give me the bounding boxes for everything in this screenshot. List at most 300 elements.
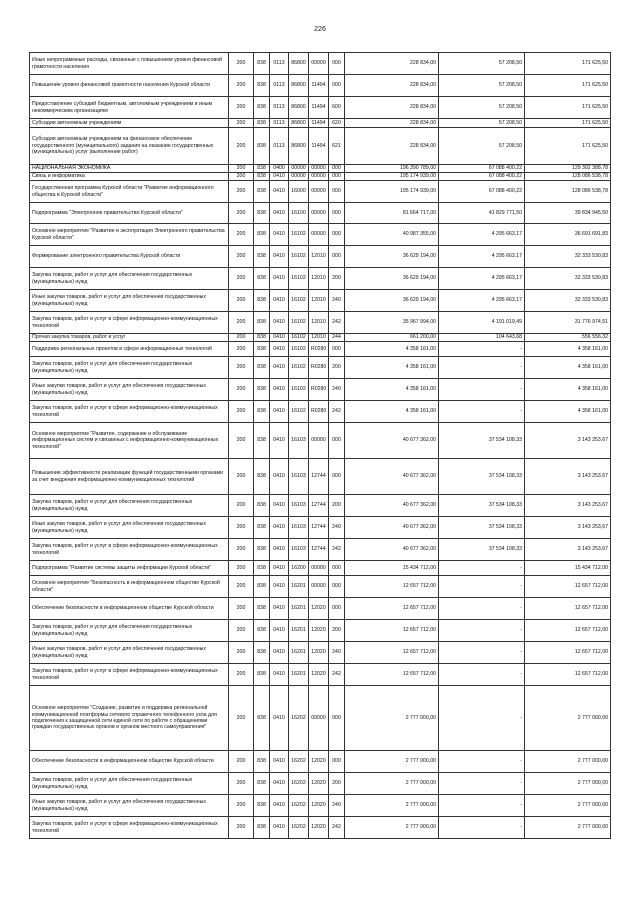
row-name: Субсидии автономным учреждениям xyxy=(30,119,229,128)
row-code-3: 0410 xyxy=(270,290,289,312)
row-name: Закупка товаров, работ и услуг в сфере информационно-коммуникационных технологий xyxy=(30,539,229,561)
row-code-4: 16000 xyxy=(289,181,309,203)
row-amount-remaining: 39 834 945,50 xyxy=(525,203,611,224)
row-amount-plan: 81 664 717,00 xyxy=(345,203,439,224)
row-code-6: 242 xyxy=(329,539,345,561)
row-code-5: R0280 xyxy=(309,357,329,379)
table-row xyxy=(30,773,611,795)
row-amount-executed: - xyxy=(439,342,525,357)
row-code-1: 200 xyxy=(229,539,254,561)
row-name: Закупка товаров, работ и услуг в сфере информационно-коммуникационных технологий xyxy=(30,664,229,686)
row-amount-plan: 12 657 712,00 xyxy=(345,664,439,686)
row-amount-plan: 4 358 161,00 xyxy=(345,379,439,401)
row-amount-plan: 228 834,00 xyxy=(345,53,439,75)
row-amount-plan: 195 174 939,00 xyxy=(345,173,439,181)
row-amount-plan: 661 200,00 xyxy=(345,334,439,342)
table-row xyxy=(30,379,611,401)
row-amount-plan: 12 657 712,00 xyxy=(345,598,439,620)
row-code-5: 12020 xyxy=(309,773,329,795)
row-code-5: 00000 xyxy=(309,165,329,173)
table-row xyxy=(30,173,611,181)
row-code-2: 838 xyxy=(254,75,270,97)
row-code-1: 200 xyxy=(229,379,254,401)
row-code-4: 16201 xyxy=(289,598,309,620)
row-name: Повышение эффективности реализации функций государственными органами за счет внедрения информационно-коммуникационных технологий xyxy=(30,459,229,495)
row-code-3: 0410 xyxy=(270,357,289,379)
row-code-6: 000 xyxy=(329,751,345,773)
row-code-1: 200 xyxy=(229,773,254,795)
row-code-1: 200 xyxy=(229,642,254,664)
row-name: Иные закупки товаров, работ и услуг для обеспечения государственных (муниципальных) нужд xyxy=(30,290,229,312)
row-code-2: 838 xyxy=(254,459,270,495)
row-code-5: 11494 xyxy=(309,75,329,97)
row-amount-plan: 228 834,00 xyxy=(345,97,439,119)
row-amount-remaining: 12 657 712,00 xyxy=(525,576,611,598)
row-amount-remaining: 3 143 253,67 xyxy=(525,459,611,495)
row-amount-remaining: 32 333 530,83 xyxy=(525,290,611,312)
row-amount-executed: - xyxy=(439,795,525,817)
row-name: Закупка товаров, работ и услуг для обеспечения государственных (муниципальных) нужд xyxy=(30,773,229,795)
row-code-6: 600 xyxy=(329,97,345,119)
row-code-6: 000 xyxy=(329,459,345,495)
row-code-4: 16201 xyxy=(289,576,309,598)
row-code-2: 838 xyxy=(254,342,270,357)
row-code-1: 200 xyxy=(229,495,254,517)
row-code-5: 12020 xyxy=(309,620,329,642)
row-amount-remaining: 3 143 253,67 xyxy=(525,517,611,539)
row-amount-executed: - xyxy=(439,401,525,423)
row-amount-remaining: 171 625,50 xyxy=(525,128,611,165)
table-row xyxy=(30,165,611,173)
row-code-2: 838 xyxy=(254,686,270,751)
table-row xyxy=(30,312,611,334)
row-code-5: 00000 xyxy=(309,561,329,576)
row-code-2: 838 xyxy=(254,203,270,224)
row-amount-plan: 4 358 161,00 xyxy=(345,357,439,379)
row-code-3: 0400 xyxy=(270,165,289,173)
row-code-3: 0410 xyxy=(270,795,289,817)
table-row xyxy=(30,576,611,598)
row-code-6: 000 xyxy=(329,53,345,75)
row-name: Закупка товаров, работ и услуг для обеспечения государственных (муниципальных) нужд xyxy=(30,620,229,642)
row-code-1: 200 xyxy=(229,401,254,423)
row-code-5: R0280 xyxy=(309,342,329,357)
row-amount-plan: 4 358 161,00 xyxy=(345,401,439,423)
row-code-6: 000 xyxy=(329,561,345,576)
table-row xyxy=(30,598,611,620)
row-code-3: 0113 xyxy=(270,128,289,165)
row-code-6: 000 xyxy=(329,598,345,620)
row-amount-executed: 37 534 108,33 xyxy=(439,459,525,495)
row-code-5: 00000 xyxy=(309,173,329,181)
row-code-1: 200 xyxy=(229,423,254,459)
row-code-4: 00000 xyxy=(289,165,309,173)
row-code-1: 200 xyxy=(229,357,254,379)
row-code-6: 242 xyxy=(329,312,345,334)
row-code-2: 838 xyxy=(254,128,270,165)
row-code-2: 838 xyxy=(254,53,270,75)
row-name: Закупка товаров, работ и услуг в сфере информационно-коммуникационных технологий xyxy=(30,401,229,423)
row-code-3: 0410 xyxy=(270,664,289,686)
row-amount-remaining: 4 358 161,00 xyxy=(525,379,611,401)
page-number: 226 xyxy=(314,26,326,33)
row-code-6: 200 xyxy=(329,620,345,642)
row-amount-executed: 37 534 108,33 xyxy=(439,495,525,517)
row-amount-executed: 104 643,68 xyxy=(439,334,525,342)
table-row xyxy=(30,817,611,839)
row-code-3: 0410 xyxy=(270,517,289,539)
row-code-2: 838 xyxy=(254,423,270,459)
row-code-4: 16100 xyxy=(289,203,309,224)
row-amount-remaining: 2 777 000,00 xyxy=(525,773,611,795)
row-code-6: 000 xyxy=(329,165,345,173)
row-code-2: 838 xyxy=(254,119,270,128)
row-code-4: 16103 xyxy=(289,539,309,561)
row-amount-executed: 41 829 771,50 xyxy=(439,203,525,224)
row-code-4: 16102 xyxy=(289,342,309,357)
row-code-6: 000 xyxy=(329,423,345,459)
row-code-1: 200 xyxy=(229,686,254,751)
row-amount-plan: 2 777 000,00 xyxy=(345,795,439,817)
row-amount-remaining: 12 657 712,00 xyxy=(525,664,611,686)
row-code-1: 200 xyxy=(229,576,254,598)
table-row xyxy=(30,290,611,312)
row-amount-remaining: 171 625,50 xyxy=(525,53,611,75)
row-code-3: 0410 xyxy=(270,268,289,290)
table-row xyxy=(30,751,611,773)
table-row xyxy=(30,334,611,342)
row-code-2: 838 xyxy=(254,773,270,795)
row-code-1: 200 xyxy=(229,246,254,268)
row-amount-executed: 37 534 108,33 xyxy=(439,423,525,459)
row-amount-plan: 40 677 362,00 xyxy=(345,423,439,459)
row-code-1: 200 xyxy=(229,561,254,576)
row-code-3: 0410 xyxy=(270,620,289,642)
row-code-2: 838 xyxy=(254,165,270,173)
row-code-1: 200 xyxy=(229,173,254,181)
row-code-2: 838 xyxy=(254,334,270,342)
row-code-5: 12010 xyxy=(309,246,329,268)
table-row xyxy=(30,342,611,357)
row-amount-executed: 4 295 663,17 xyxy=(439,224,525,246)
row-amount-plan: 228 834,00 xyxy=(345,75,439,97)
row-code-4: 86800 xyxy=(289,119,309,128)
row-name: Подпрограмма "Развитие системы защиты информации Курской области" xyxy=(30,561,229,576)
table-row xyxy=(30,620,611,642)
row-code-6: 000 xyxy=(329,181,345,203)
row-code-2: 838 xyxy=(254,379,270,401)
row-code-6: 000 xyxy=(329,342,345,357)
row-amount-remaining: 3 143 253,67 xyxy=(525,495,611,517)
row-code-2: 838 xyxy=(254,795,270,817)
row-code-6: 240 xyxy=(329,290,345,312)
row-amount-plan: 4 358 161,00 xyxy=(345,342,439,357)
row-code-4: 16102 xyxy=(289,312,309,334)
row-code-3: 0410 xyxy=(270,246,289,268)
row-code-1: 200 xyxy=(229,459,254,495)
row-code-2: 838 xyxy=(254,751,270,773)
row-code-3: 0410 xyxy=(270,598,289,620)
row-code-2: 838 xyxy=(254,664,270,686)
row-name: Связь и информатика xyxy=(30,173,229,181)
row-amount-remaining: 31 776 974,51 xyxy=(525,312,611,334)
row-amount-executed: 4 295 663,17 xyxy=(439,246,525,268)
row-code-3: 0410 xyxy=(270,751,289,773)
row-amount-plan: 2 777 000,00 xyxy=(345,817,439,839)
row-code-1: 200 xyxy=(229,664,254,686)
row-name: Иные закупки товаров, работ и услуг для обеспечения государственных (муниципальных) нужд xyxy=(30,795,229,817)
row-amount-plan: 12 657 712,00 xyxy=(345,642,439,664)
row-amount-executed: 67 088 400,22 xyxy=(439,181,525,203)
table-row xyxy=(30,224,611,246)
row-code-2: 838 xyxy=(254,246,270,268)
row-code-2: 838 xyxy=(254,97,270,119)
row-code-5: 12020 xyxy=(309,664,329,686)
row-code-5: 11494 xyxy=(309,119,329,128)
row-amount-remaining: 3 143 253,67 xyxy=(525,423,611,459)
row-amount-remaining: 2 777 000,00 xyxy=(525,686,611,751)
row-code-2: 838 xyxy=(254,290,270,312)
row-amount-remaining: 4 358 161,00 xyxy=(525,357,611,379)
row-code-3: 0113 xyxy=(270,75,289,97)
row-code-4: 86800 xyxy=(289,97,309,119)
row-code-4: 86800 xyxy=(289,128,309,165)
row-code-5: 11494 xyxy=(309,97,329,119)
row-code-1: 200 xyxy=(229,598,254,620)
row-code-5: R0280 xyxy=(309,379,329,401)
row-name: Основное мероприятие "Развитие, содержание и обслуживание информационных систем и связанных с информационно-коммуникационных технологий" xyxy=(30,423,229,459)
row-code-5: 00000 xyxy=(309,203,329,224)
row-amount-remaining: 12 657 712,00 xyxy=(525,598,611,620)
row-code-2: 838 xyxy=(254,598,270,620)
row-code-6: 240 xyxy=(329,795,345,817)
table-row xyxy=(30,181,611,203)
row-amount-executed: - xyxy=(439,642,525,664)
row-code-5: 11494 xyxy=(309,128,329,165)
row-code-4: 16200 xyxy=(289,561,309,576)
row-amount-remaining: 12 657 712,00 xyxy=(525,642,611,664)
row-code-3: 0410 xyxy=(270,773,289,795)
row-amount-remaining: 171 625,50 xyxy=(525,97,611,119)
row-amount-remaining: 2 777 000,00 xyxy=(525,817,611,839)
row-code-3: 0113 xyxy=(270,119,289,128)
row-code-4: 16102 xyxy=(289,401,309,423)
row-amount-executed: - xyxy=(439,773,525,795)
row-code-2: 838 xyxy=(254,576,270,598)
row-name: Основное мероприятие "Развитие и эксплуатация Электронного правительства Курской области" xyxy=(30,224,229,246)
row-code-3: 0410 xyxy=(270,203,289,224)
row-code-4: 16202 xyxy=(289,686,309,751)
row-amount-executed: - xyxy=(439,561,525,576)
row-amount-plan: 40 987 355,00 xyxy=(345,224,439,246)
row-code-2: 838 xyxy=(254,620,270,642)
row-code-5: 12010 xyxy=(309,268,329,290)
row-code-6: 240 xyxy=(329,379,345,401)
row-code-3: 0410 xyxy=(270,495,289,517)
row-amount-plan: 36 629 194,00 xyxy=(345,290,439,312)
row-code-5: 12020 xyxy=(309,817,329,839)
row-name: Прочая закупка товаров, работ и услуг xyxy=(30,334,229,342)
row-code-1: 200 xyxy=(229,751,254,773)
row-amount-remaining: 171 625,50 xyxy=(525,75,611,97)
row-code-2: 838 xyxy=(254,312,270,334)
row-code-4: 16202 xyxy=(289,795,309,817)
row-amount-executed: 37 534 108,33 xyxy=(439,517,525,539)
row-code-5: 00000 xyxy=(309,576,329,598)
row-code-5: 00000 xyxy=(309,686,329,751)
row-code-1: 200 xyxy=(229,817,254,839)
row-code-2: 838 xyxy=(254,517,270,539)
table-row xyxy=(30,246,611,268)
row-amount-plan: 12 657 712,00 xyxy=(345,576,439,598)
row-code-1: 200 xyxy=(229,312,254,334)
row-code-6: 242 xyxy=(329,664,345,686)
table-row xyxy=(30,459,611,495)
table-row xyxy=(30,401,611,423)
row-code-5: 12020 xyxy=(309,642,329,664)
row-code-1: 200 xyxy=(229,203,254,224)
table-row xyxy=(30,664,611,686)
row-code-1: 200 xyxy=(229,290,254,312)
row-amount-plan: 196 390 789,00 xyxy=(345,165,439,173)
row-code-5: R0280 xyxy=(309,401,329,423)
row-amount-plan: 228 834,00 xyxy=(345,128,439,165)
row-name: Основное мероприятие "Создание, развитие и поддержка региональной коммуникационной платформы сетевого справочного телефонного узла для подключения к защищенной сети единой сети по работе с обращениями граждан государственных органов и органов местного самоуправления" xyxy=(30,686,229,751)
row-amount-remaining: 4 358 161,00 xyxy=(525,401,611,423)
row-amount-executed: 67 088 400,22 xyxy=(439,173,525,181)
row-amount-plan: 40 677 362,00 xyxy=(345,517,439,539)
row-code-2: 838 xyxy=(254,357,270,379)
row-code-5: 12010 xyxy=(309,290,329,312)
row-code-3: 0410 xyxy=(270,423,289,459)
row-code-1: 200 xyxy=(229,181,254,203)
row-code-3: 0113 xyxy=(270,53,289,75)
table-row xyxy=(30,495,611,517)
row-code-4: 16202 xyxy=(289,751,309,773)
row-amount-remaining: 36 691 691,83 xyxy=(525,224,611,246)
row-code-6: 244 xyxy=(329,334,345,342)
row-amount-remaining: 2 777 000,00 xyxy=(525,795,611,817)
row-amount-remaining: 128 086 538,78 xyxy=(525,181,611,203)
row-name: Закупка товаров, работ и услуг для обеспечения государственных (муниципальных) нужд xyxy=(30,268,229,290)
row-code-2: 838 xyxy=(254,268,270,290)
row-code-4: 16102 xyxy=(289,334,309,342)
row-code-6: 620 xyxy=(329,119,345,128)
row-amount-remaining: 4 358 161,00 xyxy=(525,342,611,357)
row-code-4: 00000 xyxy=(289,173,309,181)
row-amount-plan: 2 777 000,00 xyxy=(345,686,439,751)
row-code-4: 16202 xyxy=(289,817,309,839)
row-code-5: 00000 xyxy=(309,423,329,459)
row-amount-executed: - xyxy=(439,751,525,773)
row-code-4: 16102 xyxy=(289,224,309,246)
row-code-4: 16102 xyxy=(289,246,309,268)
row-code-5: 00000 xyxy=(309,53,329,75)
row-amount-remaining: 2 777 000,00 xyxy=(525,751,611,773)
row-code-2: 838 xyxy=(254,539,270,561)
table-row xyxy=(30,423,611,459)
row-code-4: 16201 xyxy=(289,664,309,686)
row-amount-plan: 40 677 362,00 xyxy=(345,495,439,517)
row-code-1: 200 xyxy=(229,119,254,128)
row-code-1: 200 xyxy=(229,620,254,642)
row-name: Иные непрограммные расходы, связанные с повышением уровня финансовой грамотности населения xyxy=(30,53,229,75)
row-code-2: 838 xyxy=(254,642,270,664)
row-code-4: 16103 xyxy=(289,517,309,539)
row-code-3: 0410 xyxy=(270,181,289,203)
row-code-2: 838 xyxy=(254,224,270,246)
row-amount-plan: 12 657 712,00 xyxy=(345,620,439,642)
row-amount-plan: 40 677 362,00 xyxy=(345,539,439,561)
row-code-6: 000 xyxy=(329,203,345,224)
row-name: Иные закупки товаров, работ и услуг для обеспечения государственных (муниципальных) нужд xyxy=(30,642,229,664)
row-name: Предоставление субсидий бюджетным, автономным учреждениям и иным некоммерческим организациям xyxy=(30,97,229,119)
row-amount-remaining: 171 625,50 xyxy=(525,119,611,128)
row-code-1: 200 xyxy=(229,75,254,97)
row-amount-plan: 15 434 712,00 xyxy=(345,561,439,576)
row-code-5: 12020 xyxy=(309,598,329,620)
row-code-6: 200 xyxy=(329,268,345,290)
table-row xyxy=(30,268,611,290)
row-amount-executed: 57 208,50 xyxy=(439,119,525,128)
row-amount-plan: 195 174 939,00 xyxy=(345,181,439,203)
row-code-1: 200 xyxy=(229,268,254,290)
row-amount-plan: 2 777 000,00 xyxy=(345,751,439,773)
row-name: Поддержка региональных проектов в сфере информационных технологий xyxy=(30,342,229,357)
row-code-1: 200 xyxy=(229,97,254,119)
row-code-2: 838 xyxy=(254,817,270,839)
row-amount-remaining: 32 333 530,83 xyxy=(525,246,611,268)
row-code-3: 0410 xyxy=(270,312,289,334)
row-amount-executed: - xyxy=(439,357,525,379)
table-row xyxy=(30,75,611,97)
row-amount-plan: 2 777 000,00 xyxy=(345,773,439,795)
row-name: Обеспечение безопасности в информационном обществе Курской области xyxy=(30,751,229,773)
row-code-3: 0410 xyxy=(270,334,289,342)
row-code-4: 86800 xyxy=(289,53,309,75)
row-code-4: 16201 xyxy=(289,620,309,642)
row-code-1: 200 xyxy=(229,342,254,357)
row-code-3: 0410 xyxy=(270,224,289,246)
row-amount-executed: - xyxy=(439,664,525,686)
row-code-2: 838 xyxy=(254,495,270,517)
row-amount-executed: - xyxy=(439,379,525,401)
row-amount-plan: 36 629 194,00 xyxy=(345,268,439,290)
row-code-4: 16103 xyxy=(289,459,309,495)
row-amount-executed: - xyxy=(439,598,525,620)
row-code-6: 000 xyxy=(329,576,345,598)
table-row xyxy=(30,539,611,561)
budget-table xyxy=(29,52,611,839)
table-row xyxy=(30,203,611,224)
row-name: Субсидии автономным учреждениям на финансовое обеспечение государственного (муниципального) задания на оказание государственных (муниципальных) услуг (выполнение работ) xyxy=(30,128,229,165)
row-amount-executed: 4 295 663,17 xyxy=(439,268,525,290)
row-code-2: 838 xyxy=(254,561,270,576)
row-amount-remaining: 556 556,32 xyxy=(525,334,611,342)
row-code-5: 12744 xyxy=(309,459,329,495)
row-amount-executed: 37 534 108,33 xyxy=(439,539,525,561)
row-code-2: 838 xyxy=(254,401,270,423)
row-code-2: 838 xyxy=(254,181,270,203)
row-amount-plan: 40 677 362,00 xyxy=(345,459,439,495)
row-code-6: 000 xyxy=(329,686,345,751)
row-code-3: 0113 xyxy=(270,97,289,119)
row-code-3: 0410 xyxy=(270,401,289,423)
row-code-4: 16102 xyxy=(289,290,309,312)
row-name: Обеспечение безопасности в информационном обществе Курской области xyxy=(30,598,229,620)
row-code-4: 16202 xyxy=(289,773,309,795)
row-code-4: 16201 xyxy=(289,642,309,664)
